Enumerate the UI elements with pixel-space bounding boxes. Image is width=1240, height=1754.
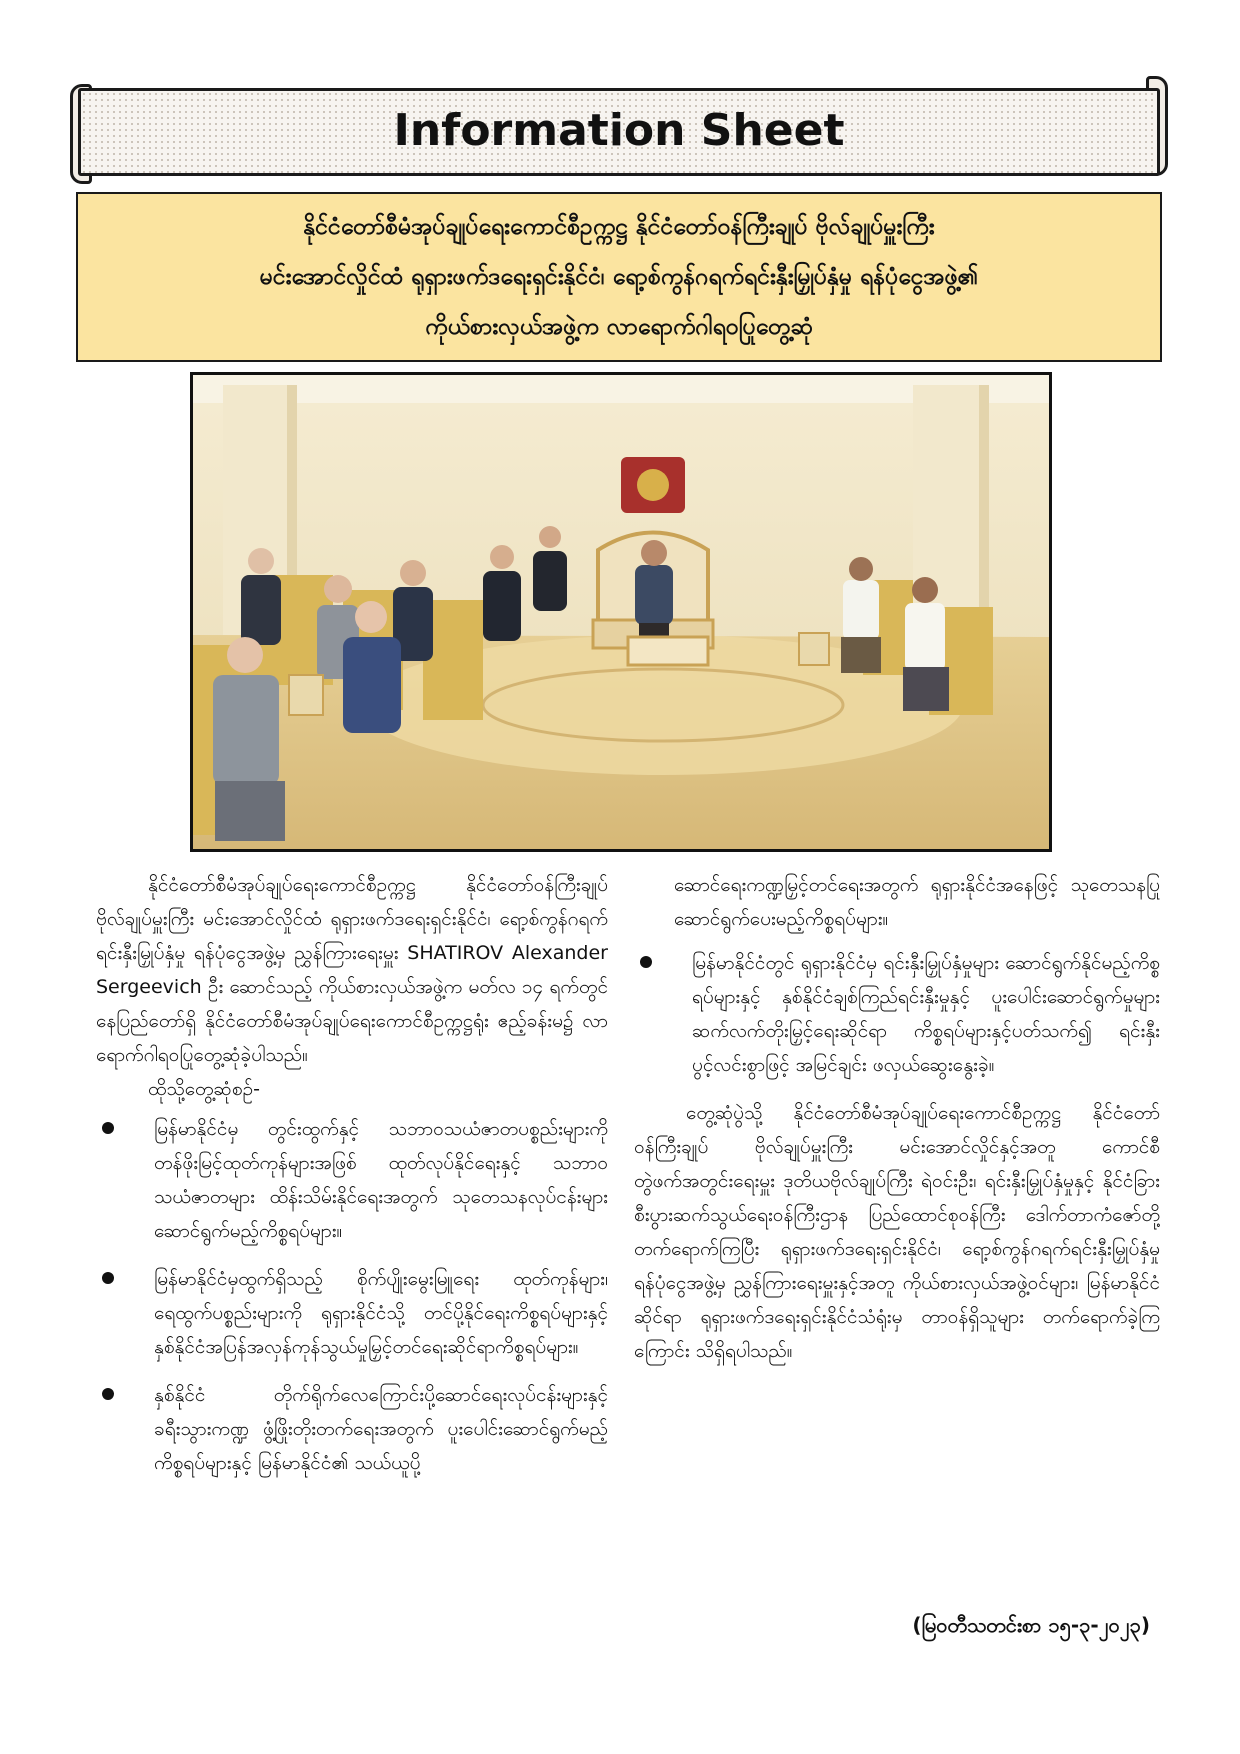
headline-box	[76, 192, 1162, 362]
closing-paragraph: တွေ့ဆုံပွဲသို့ နိုင်ငံတော်စီမံအုပ်ချုပ်ရေးကောင်စီဥက္ကဋ္ဌ နိုင်ငံတော်ဝန်ကြီးချုပ် ဗိုလ်ချုပ်မှူးကြီး မင်းအောင်လှိုင်နှင့်အတူ ကောင်စီတွဲဖက်အတွင်းရေးမှူး ဒုတိယဗိုလ်ချုပ်ကြီး ရဲဝင်းဦး၊ ရင်းနှီးမြှုပ်နှံမှုနှင့် နိုင်ငံခြားစီးပွားဆက်သွယ်ရေးဝန်ကြီးဌာန ပြည်ထောင်စုဝန်ကြီး ဒေါက်တာကံဇော်တို့ တက်ရောက်ကြပြီး ရုရှားဖက်ဒရေးရှင်းနိုင်ငံ၊ ရော့စ်ကွန်ဂရက်ရင်းနှီးမြှုပ်နှံမှု ရန်ပုံငွေအဖွဲ့မှ ညွှန်ကြားရေးမှူးနှင့်အတူ ကိုယ်စားလှယ်အဖွဲ့ဝင်များ၊ မြန်မာနိုင်ငံဆိုင်ရာ ရုရှားဖက်ဒရေးရှင်းနိုင်ငံသံရုံးမှ တာဝန်ရှိသူများ တက်ရောက်ခဲ့ကြကြောင်း သိရှိရပါသည်။	[634, 1102, 1160, 1362]
bullet-icon	[102, 1272, 114, 1284]
bullet-icon	[102, 1388, 114, 1400]
bullet-icon	[102, 1122, 114, 1134]
bullet-icon	[640, 956, 652, 968]
page-title: Information Sheet	[393, 105, 845, 156]
list-item	[96, 1112, 608, 1248]
source-citation: (မြဝတီသတင်းစာ ၁၅-၃-၂၀၂၃)	[912, 1613, 1150, 1637]
right-column	[634, 868, 1160, 1368]
list-item	[96, 1378, 608, 1480]
continued-bullet-text: ဆောင်ရေးကဏ္ဍမြှင့်တင်ရေးအတွက် ရုရှားနိုင်ငံအနေဖြင့် သုတေသနပြု ဆောင်ရွက်ပေးမည့်ကိစ္စရပ်များ။	[674, 874, 1160, 930]
list-item-text: မြန်မာနိုင်ငံတွင် ရုရှားနိုင်ငံမှ ရင်းနှီးမြှုပ်နှံမှုများ ဆောင်ရွက်နိုင်မည့်ကိစ္စရပ်များနှင့် နှစ်နိုင်ငံချစ်ကြည်ရင်းနှီးမှုနှင့် ပူးပေါင်းဆောင်ရွက်မှုများ ဆက်လက်တိုးမြှင့်ရေးဆိုင်ရာ ကိစ္စရပ်များနှင့်ပတ်သက်၍ ရင်းနှီးပွင့်လင်းစွာဖြင့် အမြင်ချင်း ဖလှယ်ဆွေးနွေးခဲ့။	[692, 952, 1160, 1076]
left-column	[96, 868, 608, 1494]
meeting-photo	[190, 372, 1052, 852]
headline-line-2: မင်းအောင်လှိုင်ထံ ရုရှားဖက်ဒရေးရှင်းနိုင်ငံ၊ ရော့စ်ကွန်ဂရက်ရင်းနှီးမြှုပ်နှံမှု ရန်ပုံငွေအဖွဲ့၏	[259, 264, 979, 290]
list-item	[96, 1262, 608, 1364]
title-banner	[78, 88, 1160, 176]
headline-line-3: ကိုယ်စားလှယ်အဖွဲ့က လာရောက်ဂါရဝပြုတွေ့ဆုံ	[425, 314, 813, 340]
list-item	[634, 946, 1160, 1082]
headline-line-1: နိုင်ငံတော်စီမံအုပ်ချုပ်ရေးကောင်စီဥက္ကဋ္ဌ နိုင်ငံတော်ဝန်ကြီးချုပ် ဗိုလ်ချုပ်မှူးကြီး	[303, 214, 935, 240]
list-item-text: မြန်မာနိုင်ငံမှ တွင်းထွက်နှင့် သဘာဝသယံဇာတပစ္စည်းများကို တန်ဖိုးမြင့်ထုတ်ကုန်များအဖြစ် ထုတ်လုပ်နိုင်ရေးနှင့် သဘာဝသယံဇာတများ ထိန်းသိမ်းနိုင်ရေးအတွက် သုတေသနလုပ်ငန်းများ ဆောင်ရွက်မည့်ကိစ္စရပ်များ။	[154, 1118, 608, 1242]
list-item-text: မြန်မာနိုင်ငံမှထွက်ရှိသည့် စိုက်ပျိုးမွေးမြူရေး ထုတ်ကုန်များ၊ ရေထွက်ပစ္စည်းများကို ရုရှားနိုင်ငံသို့ တင်ပို့နိုင်ရေးကိစ္စရပ်များနှင့် နှစ်နိုင်ငံအပြန်အလှန်ကုန်သွယ်မှုမြှင့်တင်ရေးဆိုင်ရာကိစ္စရပ်များ။	[154, 1268, 608, 1358]
intro-paragraph: နိုင်ငံတော်စီမံအုပ်ချုပ်ရေးကောင်စီဥက္ကဋ္ဌ နိုင်ငံတော်ဝန်ကြီးချုပ် ဗိုလ်ချုပ်မှူးကြီး မင်းအောင်လှိုင်ထံ ရုရှားဖက်ဒရေးရှင်းနိုင်ငံ၊ ရော့စ်ကွန်ဂရက်ရင်းနှီးမြှုပ်နှံမှု ရန်ပုံငွေအဖွဲ့မှ ညွှန်ကြားရေးမှူး SHATIROV Alexander Sergeevich ဦး ဆောင်သည့် ကိုယ်စားလှယ်အဖွဲ့က မတ်လ ၁၄ ရက်တွင် နေပြည်တော်ရှိ နိုင်ငံတော်စီမံအုပ်ချုပ်ရေးကောင်စီဥက္ကဋ္ဌရုံး ဧည့်ခန်းမ၌ လာရောက်ဂါရဝပြုတွေ့ဆုံခဲ့ပါသည်။	[96, 874, 608, 1066]
list-item-text: နှစ်နိုင်ငံ တိုက်ရိုက်လေကြောင်းပို့ဆောင်ရေးလုပ်ငန်းများနှင့် ခရီးသွားကဏ္ဍ ဖွံ့ဖြိုးတိုးတက်ရေးအတွက် ပူးပေါင်းဆောင်ရွက်မည့်ကိစ္စရပ်များနှင့် မြန်မာနိုင်ငံ၏ သယ်ယူပို့	[154, 1384, 608, 1474]
discussion-subhead: ထိုသို့တွေ့ဆုံစဉ်-	[148, 1078, 261, 1100]
meeting-room-illustration	[193, 375, 1049, 849]
